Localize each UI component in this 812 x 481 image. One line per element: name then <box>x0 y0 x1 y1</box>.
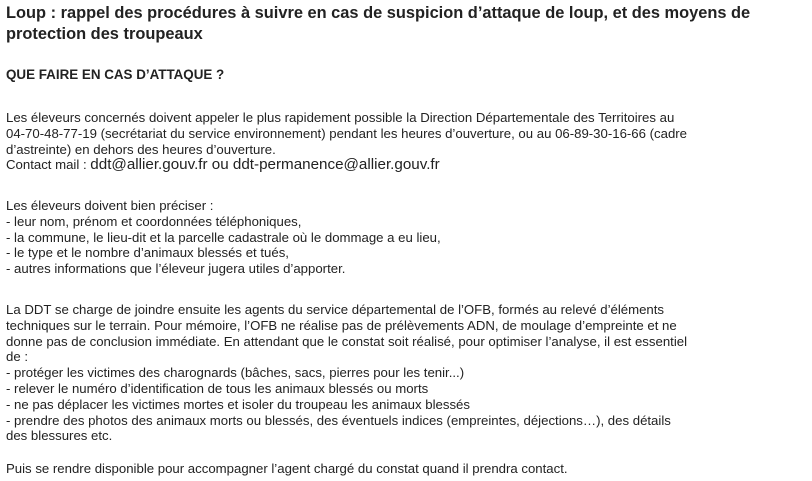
paragraph-line: La DDT se charge de joindre ensuite les agents du service départemental de l’OFB, formés au relevé d’éléments <box>6 302 665 317</box>
contact-mail-line <box>6 157 806 173</box>
list-item: - ne pas déplacer les victimes mortes et isoler du troupeau les animaux blessés <box>6 396 470 412</box>
list-item: - le type et le nombre d’animaux blessés et tués, <box>6 245 289 261</box>
list-item: - protéger les victimes des charognards (bâches, sacs, pierres pour les tenir...) <box>6 365 465 381</box>
paragraph-line: Les éleveurs concernés doivent appeler le plus rapidement possible la Direction Départementale des Territoires au <box>6 110 675 125</box>
list-item: - autres informations que l’éleveur jugera utiles d’apporter. <box>6 261 346 277</box>
section-heading: QUE FAIRE EN CAS D’ATTAQUE ? <box>6 67 225 82</box>
paragraph-details-list <box>6 198 806 277</box>
list-intro: Les éleveurs doivent bien préciser : <box>6 198 214 213</box>
paragraph-line: donne pas de conclusion immédiate. En attendant que le constat soit réalisé, pour optimiser l’analyse, il est essentiel <box>6 333 688 349</box>
paragraph-line: des blessures etc. <box>6 428 113 444</box>
contact-emails: ddt@allier.gouv.fr ou ddt-permanence@allier.gouv.fr <box>90 156 440 174</box>
paragraph-contact <box>6 110 806 173</box>
list-item: - la commune, le lieu-dit et la parcelle cadastrale où le dommage a eu lieu, <box>6 229 441 245</box>
paragraph-line: de : <box>6 349 28 365</box>
paragraph-line: 04-70-48-77-19 (secrétariat du service environnement) pendant les heures d’ouverture, ou au 06-89-30-16-66 (cadre <box>6 125 688 141</box>
contact-label: Contact mail : <box>6 157 91 173</box>
paragraph-ofb-procedure <box>6 302 806 444</box>
paragraph-line: techniques sur le terrain. Pour mémoire, l’OFB ne réalise pas de prélèvements ADN, de moulage d’empreinte et ne <box>6 317 677 333</box>
paragraph-line: d’astreinte) en dehors des heures d’ouverture. <box>6 141 276 157</box>
list-item: - relever le numéro d’identification de tous les animaux blessés ou morts <box>6 380 429 396</box>
document-title: Loup : rappel des procédures à suivre en cas de suspicion d’attaque de loup, et des moyens de protection des troupeaux <box>6 4 751 43</box>
list-item: - prendre des photos des animaux morts ou blessés, des éventuels indices (empreintes, déjections…), des détails <box>6 412 671 428</box>
closing-line: Puis se rendre disponible pour accompagner l’agent chargé du constat quand il prendra contact. <box>6 461 568 476</box>
list-item: - leur nom, prénom et coordonnées téléphoniques, <box>6 213 302 229</box>
